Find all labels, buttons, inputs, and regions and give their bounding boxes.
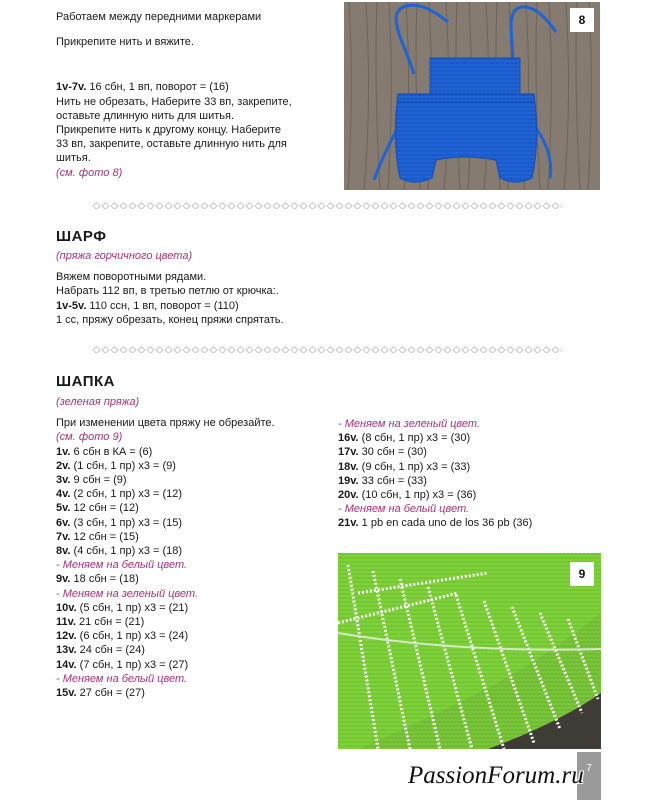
hat-illustration: [338, 553, 601, 749]
row-instruction: [56, 615, 275, 629]
row-text: 16 сбн, 1 вп, поворот = (16): [86, 81, 229, 94]
row-text: 30 сбн = (30): [358, 446, 427, 459]
color-change-note: - Меняем на зеленый цвет.: [338, 418, 481, 430]
scarf-section: [56, 228, 284, 327]
text-line: 1 сс, пряжу обрезать, конец пряжи спрятать.: [56, 313, 284, 326]
row-instruction: [56, 473, 275, 487]
color-change-note: - Меняем на зеленый цвет.: [56, 587, 199, 600]
row-instruction: [56, 658, 275, 672]
photo-8-overalls: [344, 2, 600, 190]
row-label: 1v.: [56, 445, 71, 458]
row-instruction: [338, 516, 532, 530]
photo-9-hat: [338, 553, 601, 749]
hat-subtitle: (зеленая пряжа): [56, 396, 140, 408]
row-text: (3 сбн, 1 пр) x3 = (15): [70, 516, 183, 529]
text-line: 33 вп, закрепите, оставьте длинную нить для: [56, 138, 287, 151]
row-label: 10v.: [56, 601, 77, 614]
text-line: Нить не обрезать, Наберите 33 вп, закрепите,: [56, 95, 292, 108]
row-label: 11v.: [56, 616, 76, 629]
row-label: 1v-7v.: [56, 81, 87, 94]
row-label: 13v.: [56, 644, 77, 657]
row-text: 21 сбн = (21): [76, 616, 145, 629]
intro-line-2: Прикрепите нить и вяжите.: [56, 36, 194, 49]
diamond-divider-icon: [92, 202, 562, 209]
hat-rows-right-column: [338, 417, 532, 531]
row-label: 16v.: [338, 432, 359, 445]
diamond-divider: [92, 345, 562, 353]
row-instruction: [338, 488, 532, 502]
row-text: (5 сбн, 1 пр) x3 = (21): [76, 601, 189, 614]
row-label: 5v.: [56, 502, 71, 515]
row-instruction: [338, 474, 532, 488]
row-text: (6 сбн, 1 пр) x3 = (24): [76, 630, 189, 643]
row-label: 12v.: [56, 630, 77, 643]
photo-reference: (см. фото 8): [56, 166, 123, 179]
row-text: 6 сбн в КА = (6): [70, 445, 153, 458]
row-text: 18 сбн = (18): [70, 573, 139, 586]
row-label: 17v.: [338, 446, 359, 459]
row-text: (2 сбн, 1 пр) x3 = (12): [70, 488, 183, 501]
photo-number-badge: 9: [570, 562, 594, 586]
row-instruction: [56, 445, 275, 459]
row-label: 14v.: [56, 658, 77, 671]
row-text: (9 сбн, 1 пр) x3 = (33): [358, 460, 471, 473]
row-text: 27 сбн = (27): [76, 687, 145, 700]
row-instruction: [56, 544, 275, 558]
scarf-subtitle: (пряжа горчичного цвета): [56, 250, 193, 262]
diamond-divider-icon: [92, 346, 562, 353]
row-text: (4 сбн, 1 пр) x3 = (18): [70, 545, 183, 558]
row-instruction: [56, 501, 275, 515]
text-line: оставьте длинную нить для шитья.: [56, 109, 235, 122]
row-text: (8 сбн, 1 пр) x3 = (30): [358, 432, 471, 445]
text-line: Прикрепите нить к другому концу. Наберите: [56, 124, 281, 137]
section-title-scarf: ШАРФ: [56, 228, 107, 245]
row-instruction: [56, 601, 275, 615]
watermark-text: PassionForum.ru: [408, 762, 584, 789]
photo-reference: (см. фото 9): [56, 431, 123, 444]
row-label: 21v.: [338, 517, 359, 530]
row-label: 15v.: [56, 687, 77, 700]
row-text: (7 сбн, 1 пр) x3 = (27): [76, 658, 189, 671]
row-label: 4v.: [56, 488, 71, 501]
text-line: Набрать 112 вп, в третью петлю от крючка:.: [56, 285, 279, 298]
text-line: Вяжем поворотными рядами.: [56, 271, 207, 284]
row-label: 8v.: [56, 545, 71, 558]
color-change-note: - Меняем на белый цвет.: [56, 672, 188, 685]
page-number: 7: [586, 763, 592, 774]
overalls-illustration: [344, 2, 600, 190]
row-text: 24 сбн = (24): [76, 644, 145, 657]
top-instructions: [56, 10, 292, 180]
row-label: 20v.: [338, 489, 359, 502]
color-change-note: - Меняем на белый цвет.: [338, 503, 470, 516]
row-instruction: [56, 487, 275, 501]
hat-rows-right: [338, 417, 532, 531]
row-text: 1 pb en cada uno de los 36 pb (36): [358, 517, 533, 530]
row-instruction: [56, 629, 275, 643]
row-label: 6v.: [56, 516, 71, 529]
row-label: 18v.: [338, 460, 359, 473]
row-instruction: [56, 572, 275, 586]
row-text: 12 сбн = (15): [70, 530, 139, 543]
row-label: 1v-5v.: [56, 299, 87, 312]
section-title-hat: ШАПКА: [56, 373, 115, 390]
row-instruction: [338, 445, 532, 459]
text-line: шитья.: [56, 152, 91, 165]
row-text: 33 сбн = (33): [358, 474, 427, 487]
row-label: 3v.: [56, 474, 71, 487]
row-instruction: [56, 686, 275, 700]
row-instruction: [56, 643, 275, 657]
row-text: 9 сбн = (9): [70, 474, 127, 487]
row-text: 12 сбн = (12): [70, 502, 139, 515]
row-instruction: [56, 459, 275, 473]
color-change-note: - Меняем на белый цвет.: [56, 559, 188, 572]
row-instruction: [56, 516, 275, 530]
row-label: 2v.: [56, 459, 71, 472]
row-instruction: [56, 299, 284, 313]
row-instruction: [56, 80, 292, 94]
row-label: 19v.: [338, 474, 359, 487]
intro-line-1: Работаем между передними маркерами: [56, 11, 262, 23]
photo-number-badge: 8: [570, 8, 594, 32]
row-text: 110 ссн, 1 вп, поворот = (110): [86, 299, 239, 312]
row-instruction: [56, 530, 275, 544]
text-line: При изменении цвета пряжу не обрезайте.: [56, 417, 275, 430]
row-text: (1 сбн, 1 пр) x3 = (9): [70, 459, 176, 472]
diamond-divider: [92, 201, 562, 209]
row-instruction: [338, 460, 532, 474]
row-text: (10 сбн, 1 пр) x3 = (36): [358, 489, 477, 502]
row-instruction: [338, 431, 532, 445]
row-label: 7v.: [56, 530, 71, 543]
hat-section: [56, 373, 275, 700]
row-label: 9v.: [56, 573, 71, 586]
hat-rows-left: [56, 445, 275, 701]
